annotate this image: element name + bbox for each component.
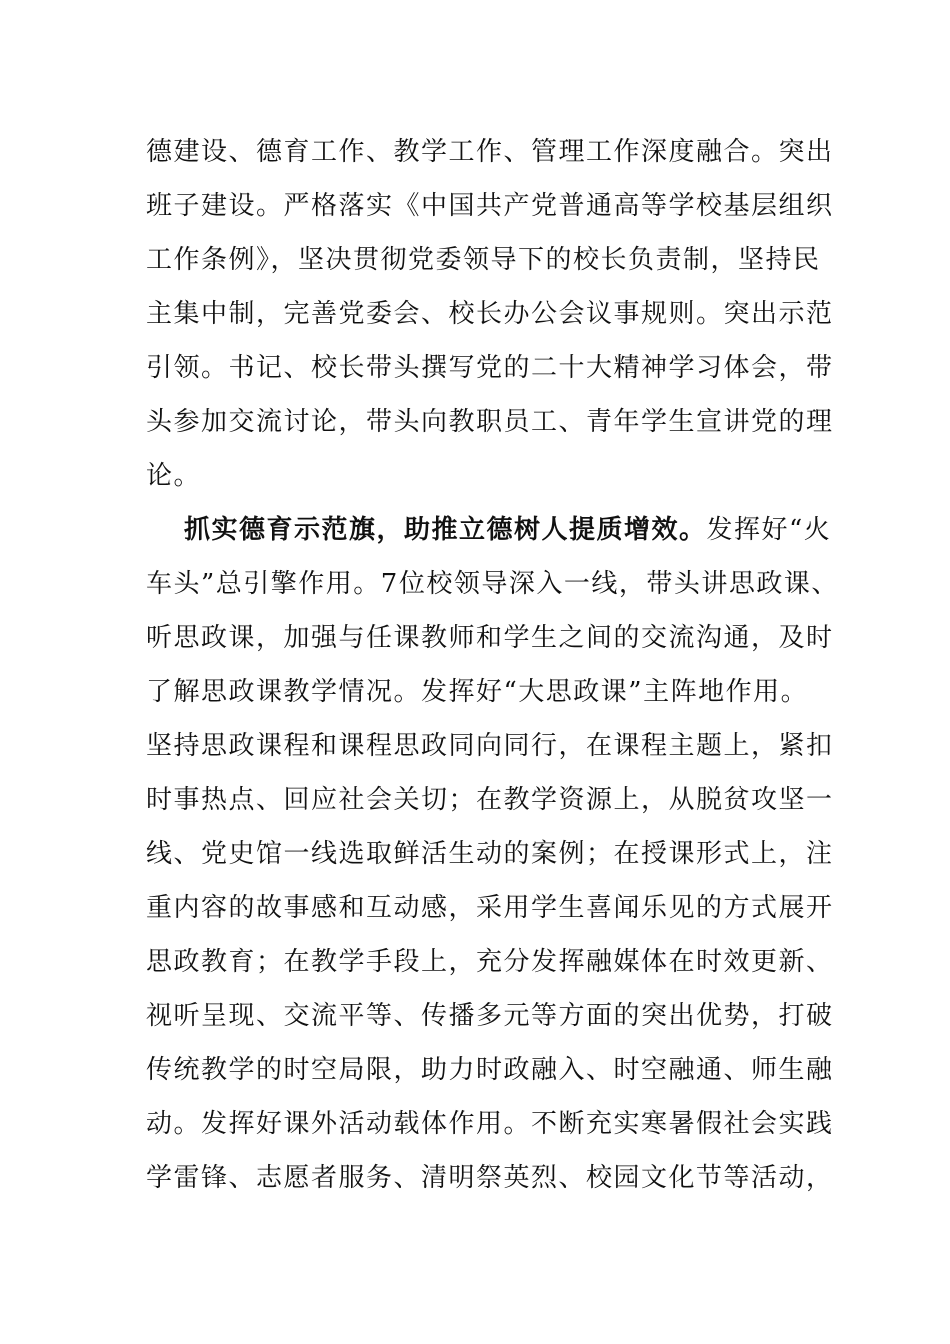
text-line: 动。发挥好课外活动载体作用。不断充实寒暑假社会实践	[146, 1109, 834, 1139]
text-line: 主集中制，完善党委会、校长办公会议事规则。突出示范	[146, 299, 834, 329]
text-line: 坚持思政课程和课程思政同向同行，在课程主题上，紧扣	[146, 731, 834, 761]
text-line: 德建设、德育工作、教学工作、管理工作深度融合。突出	[146, 137, 834, 167]
text-line: 时事热点、回应社会关切；在教学资源上，从脱贫攻坚一	[146, 785, 834, 815]
text-line: 学雷锋、志愿者服务、清明祭英烈、校园文化节等活动，	[146, 1163, 834, 1193]
text-line: 视听呈现、交流平等、传播多元等方面的突出优势，打破	[146, 1001, 834, 1031]
text-line: 论。	[146, 461, 202, 491]
text-line: 头参加交流讨论，带头向教职员工、青年学生宣讲党的理	[146, 407, 834, 437]
text-line: 工作条例》，坚决贯彻党委领导下的校长负责制，坚持民	[146, 245, 821, 275]
text-line: 了解思政课教学情况。发挥好“大思政课”主阵地作用。	[146, 677, 809, 707]
text-line: 线、党史馆一线选取鲜活生动的案例；在授课形式上，注	[146, 839, 834, 869]
paragraph-heading: 抓实德育示范旗，助推立德树人提质增效。	[184, 515, 707, 545]
text-line: 听思政课，加强与任课教师和学生之间的交流沟通，及时	[146, 623, 834, 653]
text-line: 引领。书记、校长带头撰写党的二十大精神学习体会，带	[146, 353, 834, 383]
paragraph-first-line	[184, 510, 832, 550]
text-line: 传统教学的时空局限，助力时政融入、时空融通、师生融	[146, 1055, 834, 1085]
text-line: 车头”总引擎作用。7位校领导深入一线，带头讲思政课、	[146, 569, 839, 599]
text-line: 班子建设。严格落实《中国共产党普通高等学校基层组织	[146, 191, 834, 221]
text-line: 思政教育；在教学手段上，充分发挥融媒体在时效更新、	[146, 947, 834, 977]
text-line: 重内容的故事感和互动感，采用学生喜闻乐见的方式展开	[146, 893, 834, 923]
text-span: 发挥好“火	[706, 515, 832, 545]
